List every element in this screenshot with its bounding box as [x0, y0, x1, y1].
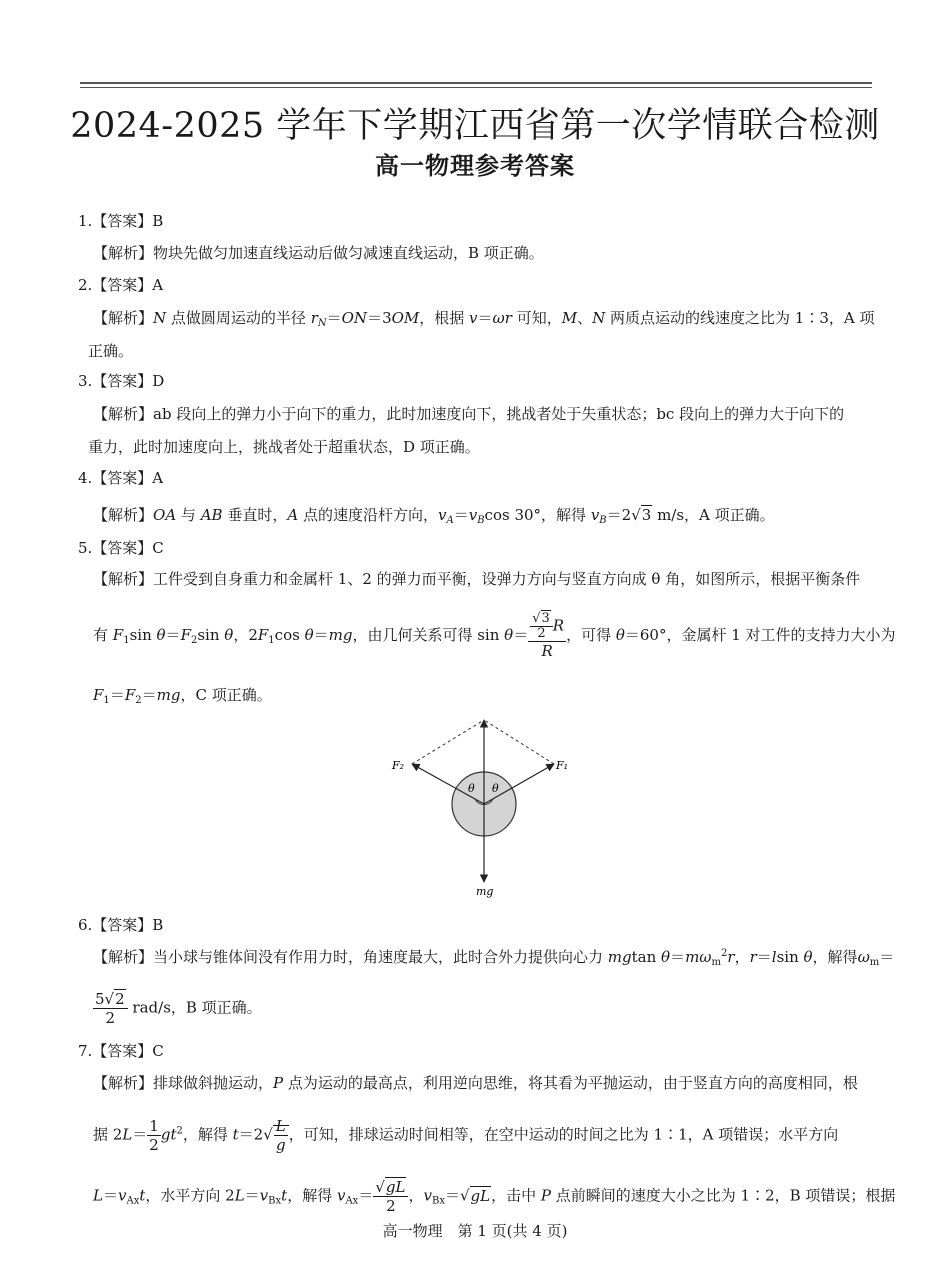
q2-answer: 2.【答案】A	[78, 276, 164, 294]
q2-explanation: 【解析】N 点做圆周运动的半径 $r_N=ON=3OM$，根据 v＝ωr 可知，M、N 两质点运动的线速度之比为 1∶3，A 项	[93, 309, 875, 329]
label-theta-right: θ	[492, 782, 499, 795]
q5-result: $F_1=F_2=mg$，C 项正确。	[93, 686, 272, 706]
q6-explanation: 【解析】当小球与锥体间没有作用力时，角速度最大，此时合外力提供向心力 mgtan $\theta=m\omega_m^2r$，r＝lsin θ，解得$\omega_m=$	[93, 948, 895, 968]
q5-explanation-formula: 有 $F_1\sin$ $\theta=F_2\sin$ θ，$2F_1\cos$ θ＝mg，由几何关系可得 sin θ＝ $\frac{√3}{2}$ R R ，可得 θ＝60°，金属杆 1 对工件的支持力大小为	[93, 611, 896, 660]
q6-result: $\frac{5√2}{2}$ rad/s，B 项正确。	[95, 990, 262, 1027]
label-f2: F₂	[392, 759, 405, 772]
page-footer: 高一物理 第 1 页(共 4 页)	[382, 1222, 568, 1240]
dashed-line-left	[412, 720, 484, 764]
dashed-line-right	[484, 720, 554, 764]
q4-answer: 4.【答案】A	[78, 469, 164, 487]
q3-answer: 3.【答案】D	[78, 372, 165, 390]
q6-answer: 6.【答案】B	[78, 916, 164, 934]
q7-explanation-velocity: $L=v_{Ax}t$，水平方向 $2L=v_{Bx}t$，解得 $v_{Ax}=$ $\frac{√gL}{2}$ ，$v_{Bx}=√gL$，击中 P 点前瞬间的速度大小之比为 1∶2，B 项错误；根据	[93, 1178, 896, 1215]
page-title: 2024-2025 学年下学期江西省第一次学情联合检测	[70, 106, 880, 146]
page-subtitle: 高一物理参考答案	[375, 152, 575, 180]
q4-explanation: 【解析】OA 与 AB 垂直时，A 点的速度沿杆方向，$v_A=v_B\cos$ 30°，解得 $v_B=2√3$ m/s，A 项正确。	[93, 506, 775, 526]
force-diagram	[386, 712, 586, 902]
q1-explanation: 【解析】物块先做匀加速直线运动后做匀减速直线运动，B 项正确。	[93, 244, 544, 262]
label-mg: mg	[476, 885, 494, 898]
q2-explanation-cont: 正确。	[88, 342, 134, 360]
q3-explanation: 【解析】ab 段向上的弹力小于向下的重力，此时加速度向下，挑战者处于失重状态；bc 段向上的弹力大于向下的	[93, 405, 845, 423]
q7-answer: 7.【答案】C	[78, 1042, 164, 1060]
q5-answer: 5.【答案】C	[78, 539, 164, 557]
q7-explanation-formula: 据 2L＝ $\frac{1}{2}$ $gt^2$，解得 t＝2√ $\frac{L}{g}$ ，可知，排球运动时间相等，在空中运动的时间之比为 1∶1，A 项错误；水平方向	[93, 1117, 839, 1154]
top-rule-thin	[80, 87, 872, 88]
q5-explanation: 【解析】工件受到自身重力和金属杆 1、2 的弹力而平衡，设弹力方向与竖直方向成 θ 角，如图所示，根据平衡条件	[93, 570, 861, 588]
label-f1: F₁	[556, 759, 569, 772]
sin-theta-fraction: $\frac{√3}{2}$ R R	[528, 612, 566, 660]
q1-answer: 1.【答案】B	[78, 212, 164, 230]
q3-explanation-cont: 重力，此时加速度向上，挑战者处于超重状态，D 项正确。	[88, 438, 480, 456]
q7-explanation: 【解析】排球做斜抛运动，P 点为运动的最高点，利用逆向思维，将其看为平抛运动，由于竖直方向的高度相同，根	[93, 1074, 858, 1092]
label-theta-left: θ	[468, 782, 475, 795]
top-rule	[80, 82, 872, 84]
